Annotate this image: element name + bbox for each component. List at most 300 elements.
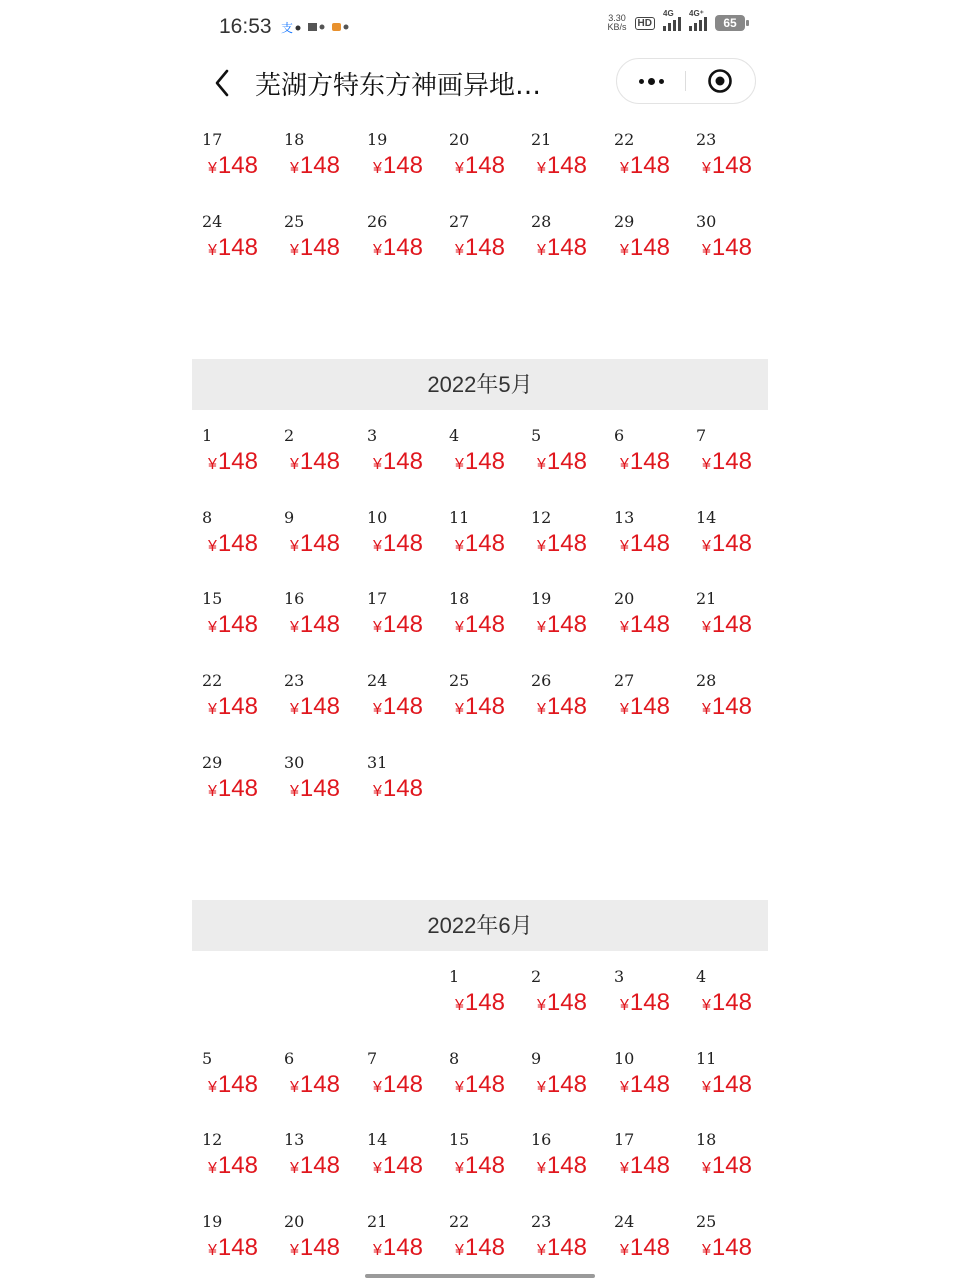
- currency-symbol: ¥: [620, 1160, 629, 1177]
- currency-symbol: ¥: [702, 1079, 711, 1096]
- date-price: [290, 775, 340, 803]
- price-value: 148: [217, 1234, 258, 1261]
- price-value: 148: [382, 1234, 423, 1261]
- currency-symbol: ¥: [208, 160, 217, 177]
- currency-symbol: ¥: [537, 242, 546, 259]
- date-cell[interactable]: [274, 508, 356, 578]
- date-cell[interactable]: [686, 426, 768, 496]
- currency-symbol: ¥: [455, 456, 464, 473]
- date-price: [537, 1152, 587, 1180]
- date-cell[interactable]: [357, 508, 439, 578]
- date-price: [455, 611, 505, 639]
- currency-symbol: ¥: [373, 1160, 382, 1177]
- price-value: 148: [464, 152, 505, 179]
- date-number: 7: [696, 426, 707, 445]
- date-number: 16: [284, 589, 305, 608]
- date-cell[interactable]: [521, 508, 603, 578]
- date-price: [373, 234, 423, 262]
- date-number: 15: [449, 1130, 470, 1149]
- currency-symbol: ¥: [455, 1242, 464, 1259]
- date-price: [455, 1152, 505, 1180]
- date-price: [702, 234, 752, 262]
- date-cell[interactable]: [686, 671, 768, 741]
- price-value: 148: [711, 693, 752, 720]
- price-value: 148: [464, 530, 505, 557]
- price-value: 148: [629, 152, 670, 179]
- date-price: [290, 530, 340, 558]
- price-value: 148: [711, 530, 752, 557]
- price-value: 148: [217, 448, 258, 475]
- date-cell[interactable]: [604, 1049, 686, 1119]
- date-number: 21: [367, 1212, 388, 1231]
- currency-symbol: ¥: [455, 619, 464, 636]
- currency-symbol: ¥: [455, 538, 464, 555]
- currency-symbol: ¥: [620, 1242, 629, 1259]
- date-price: [702, 530, 752, 558]
- date-cell[interactable]: [192, 753, 274, 823]
- date-number: 6: [614, 426, 625, 445]
- price-value: 148: [546, 693, 587, 720]
- currency-symbol: ¥: [455, 997, 464, 1014]
- date-price: [455, 234, 505, 262]
- currency-symbol: ¥: [290, 1079, 299, 1096]
- price-value: 148: [382, 152, 423, 179]
- price-value: 148: [382, 611, 423, 638]
- date-cell[interactable]: [521, 671, 603, 741]
- date-price: [702, 611, 752, 639]
- date-cell[interactable]: [192, 1212, 274, 1282]
- date-price: [208, 448, 258, 476]
- currency-symbol: ¥: [373, 538, 382, 555]
- price-value: 148: [629, 611, 670, 638]
- date-cell[interactable]: [686, 967, 768, 1037]
- price-value: 148: [217, 234, 258, 261]
- currency-symbol: ¥: [290, 538, 299, 555]
- month-header: 2022年6月: [192, 900, 768, 951]
- date-number: 20: [614, 589, 635, 608]
- date-number: 23: [284, 671, 305, 690]
- date-cell[interactable]: [357, 130, 439, 200]
- date-cell[interactable]: [604, 1212, 686, 1282]
- currency-symbol: ¥: [373, 1079, 382, 1096]
- date-price: [537, 152, 587, 180]
- signal-icon-sim2: [689, 9, 707, 31]
- date-number: 17: [367, 589, 388, 608]
- date-number: 27: [449, 212, 470, 231]
- currency-symbol: ¥: [373, 456, 382, 473]
- app-notification-icon: [332, 20, 350, 34]
- price-value: 148: [464, 989, 505, 1016]
- date-cell[interactable]: [274, 753, 356, 823]
- currency-symbol: ¥: [537, 456, 546, 473]
- currency-symbol: ¥: [620, 701, 629, 718]
- more-dot-icon: [659, 79, 664, 84]
- date-number: 31: [367, 753, 388, 772]
- date-cell[interactable]: [439, 1049, 521, 1119]
- target-close-icon: [707, 68, 733, 94]
- status-indicators: [607, 9, 745, 32]
- date-cell[interactable]: [357, 426, 439, 496]
- currency-symbol: ¥: [290, 242, 299, 259]
- date-number: 25: [449, 671, 470, 690]
- price-value: 148: [546, 1071, 587, 1098]
- hd-icon: HD: [635, 17, 655, 30]
- price-value: 148: [217, 693, 258, 720]
- currency-symbol: ¥: [702, 997, 711, 1014]
- message-notification-icon: [308, 20, 326, 34]
- price-value: 148: [217, 152, 258, 179]
- price-value: 148: [546, 989, 587, 1016]
- network-speed-unit: KB/s: [607, 22, 627, 32]
- date-cell[interactable]: [604, 589, 686, 659]
- date-number: 25: [696, 1212, 717, 1231]
- currency-symbol: ¥: [208, 1160, 217, 1177]
- price-value: 148: [546, 611, 587, 638]
- currency-symbol: ¥: [455, 242, 464, 259]
- battery-icon: 65: [715, 15, 745, 31]
- date-price: [290, 693, 340, 721]
- date-cell[interactable]: [521, 1130, 603, 1200]
- currency-symbol: ¥: [373, 783, 382, 800]
- price-value: 148: [382, 1152, 423, 1179]
- date-price: [620, 693, 670, 721]
- date-cell[interactable]: [357, 1049, 439, 1119]
- price-value: 148: [382, 693, 423, 720]
- date-cell[interactable]: [357, 589, 439, 659]
- date-price: [290, 1071, 340, 1099]
- date-price: [373, 611, 423, 639]
- currency-symbol: ¥: [620, 160, 629, 177]
- date-number: 17: [614, 1130, 635, 1149]
- date-number: 12: [531, 508, 552, 527]
- date-number: 24: [367, 671, 388, 690]
- date-price: [208, 693, 258, 721]
- date-cell[interactable]: [192, 426, 274, 496]
- currency-symbol: ¥: [702, 538, 711, 555]
- price-value: 148: [464, 234, 505, 261]
- date-price: [537, 234, 587, 262]
- date-price: [208, 530, 258, 558]
- currency-symbol: ¥: [620, 242, 629, 259]
- sim1-label: 4G: [663, 9, 674, 18]
- price-value: 148: [299, 530, 340, 557]
- date-price: [290, 1234, 340, 1262]
- date-price: [702, 152, 752, 180]
- date-cell[interactable]: [192, 508, 274, 578]
- currency-symbol: ¥: [208, 242, 217, 259]
- status-time: 16:53: [219, 15, 272, 38]
- date-cell[interactable]: [604, 130, 686, 200]
- date-number: 21: [696, 589, 717, 608]
- price-value: 148: [299, 1234, 340, 1261]
- back-button[interactable]: [208, 62, 238, 102]
- more-button[interactable]: [617, 59, 685, 103]
- date-cell[interactable]: [192, 1130, 274, 1200]
- date-number: 14: [367, 1130, 388, 1149]
- date-price: [702, 448, 752, 476]
- date-price: [208, 611, 258, 639]
- date-cell[interactable]: [439, 130, 521, 200]
- date-cell[interactable]: [439, 426, 521, 496]
- date-number: 15: [202, 589, 223, 608]
- date-price: [702, 1152, 752, 1180]
- price-value: 148: [299, 1152, 340, 1179]
- date-cell[interactable]: [274, 212, 356, 282]
- price-value: 148: [217, 611, 258, 638]
- home-indicator[interactable]: [365, 1274, 595, 1278]
- currency-symbol: ¥: [702, 1242, 711, 1259]
- signal-icon-sim1: [663, 9, 681, 31]
- date-cell[interactable]: [357, 1130, 439, 1200]
- capsule-divider: [685, 71, 686, 91]
- date-price: [290, 611, 340, 639]
- date-number: 20: [284, 1212, 305, 1231]
- date-number: 23: [531, 1212, 552, 1231]
- date-price: [620, 1234, 670, 1262]
- currency-symbol: ¥: [455, 1160, 464, 1177]
- month-header: 2022年5月: [192, 359, 768, 410]
- date-price: [373, 530, 423, 558]
- date-cell[interactable]: [521, 589, 603, 659]
- price-value: 148: [464, 448, 505, 475]
- price-value: 148: [299, 448, 340, 475]
- date-number: 11: [449, 508, 470, 527]
- date-price: [290, 152, 340, 180]
- date-price: [208, 1071, 258, 1099]
- date-number: 16: [531, 1130, 552, 1149]
- date-number: 14: [696, 508, 717, 527]
- price-value: 148: [299, 1071, 340, 1098]
- currency-symbol: ¥: [537, 1242, 546, 1259]
- date-price: [373, 152, 423, 180]
- date-cell[interactable]: [521, 1049, 603, 1119]
- currency-symbol: ¥: [290, 456, 299, 473]
- date-number: 23: [696, 130, 717, 149]
- more-dot-icon: [639, 79, 644, 84]
- date-price: [455, 448, 505, 476]
- date-cell[interactable]: [439, 1212, 521, 1282]
- alipay-notification-icon: [281, 20, 301, 34]
- currency-symbol: ¥: [455, 701, 464, 718]
- currency-symbol: ¥: [208, 1079, 217, 1096]
- date-cell[interactable]: [192, 671, 274, 741]
- date-cell[interactable]: [274, 1212, 356, 1282]
- price-value: 148: [629, 1071, 670, 1098]
- price-value: 148: [546, 152, 587, 179]
- date-cell[interactable]: [192, 589, 274, 659]
- date-number: 20: [449, 130, 470, 149]
- date-price: [455, 152, 505, 180]
- date-cell[interactable]: [604, 967, 686, 1037]
- date-price: [208, 1234, 258, 1262]
- date-cell[interactable]: [357, 1212, 439, 1282]
- date-price: [620, 1152, 670, 1180]
- price-value: 148: [711, 152, 752, 179]
- date-cell[interactable]: [192, 130, 274, 200]
- price-value: 148: [464, 1071, 505, 1098]
- date-number: 27: [614, 671, 635, 690]
- date-cell[interactable]: [274, 426, 356, 496]
- price-value: 148: [629, 234, 670, 261]
- date-cell[interactable]: [357, 671, 439, 741]
- close-mini-program-button[interactable]: [707, 68, 733, 94]
- date-number: 22: [449, 1212, 470, 1231]
- date-cell[interactable]: [521, 1212, 603, 1282]
- date-number: 13: [614, 508, 635, 527]
- date-number: 3: [614, 967, 625, 986]
- date-cell[interactable]: [439, 508, 521, 578]
- date-cell[interactable]: [439, 967, 521, 1037]
- currency-symbol: ¥: [373, 619, 382, 636]
- price-value: 148: [629, 693, 670, 720]
- date-cell[interactable]: [686, 130, 768, 200]
- currency-symbol: ¥: [373, 160, 382, 177]
- date-price: [620, 1071, 670, 1099]
- currency-symbol: ¥: [537, 701, 546, 718]
- price-value: 148: [546, 1152, 587, 1179]
- currency-symbol: ¥: [455, 160, 464, 177]
- date-price: [373, 693, 423, 721]
- currency-symbol: ¥: [373, 701, 382, 718]
- date-cell[interactable]: [439, 1130, 521, 1200]
- date-number: 17: [202, 130, 223, 149]
- date-number: 9: [284, 508, 295, 527]
- price-value: 148: [217, 1071, 258, 1098]
- date-cell[interactable]: [604, 212, 686, 282]
- date-cell[interactable]: [604, 426, 686, 496]
- date-cell[interactable]: [192, 212, 274, 282]
- date-number: 26: [367, 212, 388, 231]
- date-number: 18: [696, 1130, 717, 1149]
- date-number: 1: [202, 426, 213, 445]
- price-value: 148: [711, 1152, 752, 1179]
- date-cell[interactable]: [439, 589, 521, 659]
- date-number: 13: [284, 1130, 305, 1149]
- currency-symbol: ¥: [373, 1242, 382, 1259]
- price-value: 148: [217, 530, 258, 557]
- date-number: 30: [696, 212, 717, 231]
- price-value: 148: [711, 234, 752, 261]
- currency-symbol: ¥: [208, 1242, 217, 1259]
- currency-symbol: ¥: [290, 701, 299, 718]
- currency-symbol: ¥: [702, 242, 711, 259]
- date-cell[interactable]: [439, 212, 521, 282]
- date-price: [208, 152, 258, 180]
- date-cell[interactable]: [604, 671, 686, 741]
- date-price: [208, 234, 258, 262]
- date-number: 9: [531, 1049, 542, 1068]
- currency-symbol: ¥: [620, 1079, 629, 1096]
- date-price: [373, 448, 423, 476]
- date-cell[interactable]: [192, 1049, 274, 1119]
- price-value: 148: [299, 775, 340, 802]
- currency-symbol: ¥: [537, 1079, 546, 1096]
- date-price: [702, 989, 752, 1017]
- date-cell[interactable]: [274, 130, 356, 200]
- currency-symbol: ¥: [702, 1160, 711, 1177]
- date-cell[interactable]: [686, 1130, 768, 1200]
- date-number: 24: [202, 212, 223, 231]
- date-number: 19: [367, 130, 388, 149]
- date-cell[interactable]: [357, 212, 439, 282]
- price-value: 148: [382, 1071, 423, 1098]
- date-cell[interactable]: [686, 508, 768, 578]
- date-number: 24: [614, 1212, 635, 1231]
- currency-symbol: ¥: [208, 701, 217, 718]
- date-number: 10: [614, 1049, 635, 1068]
- price-value: 148: [629, 448, 670, 475]
- date-cell[interactable]: [604, 1130, 686, 1200]
- price-value: 148: [382, 234, 423, 261]
- date-cell[interactable]: [521, 967, 603, 1037]
- date-cell[interactable]: [439, 671, 521, 741]
- date-price: [455, 1071, 505, 1099]
- currency-symbol: ¥: [620, 997, 629, 1014]
- currency-symbol: ¥: [290, 160, 299, 177]
- date-number: 29: [614, 212, 635, 231]
- date-cell[interactable]: [357, 753, 439, 823]
- date-cell[interactable]: [521, 212, 603, 282]
- date-number: 7: [367, 1049, 378, 1068]
- currency-symbol: ¥: [537, 1160, 546, 1177]
- date-number: 10: [367, 508, 388, 527]
- currency-symbol: ¥: [290, 619, 299, 636]
- date-price: [702, 1234, 752, 1262]
- date-price: [373, 775, 423, 803]
- date-price: [290, 1152, 340, 1180]
- chevron-left-icon: [208, 62, 238, 102]
- nav-bar: [0, 56, 960, 112]
- price-value: 148: [546, 530, 587, 557]
- date-price: [455, 693, 505, 721]
- date-price: [620, 234, 670, 262]
- date-cell[interactable]: [604, 508, 686, 578]
- date-cell[interactable]: [686, 212, 768, 282]
- date-price: [620, 989, 670, 1017]
- date-number: 18: [284, 130, 305, 149]
- more-dot-icon: [648, 78, 655, 85]
- date-cell[interactable]: [521, 130, 603, 200]
- date-cell[interactable]: [686, 1049, 768, 1119]
- date-price: [620, 152, 670, 180]
- date-cell[interactable]: [274, 589, 356, 659]
- currency-symbol: ¥: [702, 619, 711, 636]
- currency-symbol: ¥: [620, 619, 629, 636]
- currency-symbol: ¥: [537, 997, 546, 1014]
- date-price: [208, 1152, 258, 1180]
- date-number: 5: [531, 426, 542, 445]
- price-value: 148: [382, 448, 423, 475]
- date-price: [208, 775, 258, 803]
- currency-symbol: ¥: [208, 456, 217, 473]
- date-cell[interactable]: [686, 1212, 768, 1282]
- currency-symbol: ¥: [290, 783, 299, 800]
- date-cell[interactable]: [274, 1130, 356, 1200]
- date-cell[interactable]: [686, 589, 768, 659]
- date-cell[interactable]: [274, 671, 356, 741]
- date-price: [702, 693, 752, 721]
- currency-symbol: ¥: [620, 456, 629, 473]
- date-number: 2: [531, 967, 542, 986]
- date-price: [373, 1071, 423, 1099]
- date-price: [620, 530, 670, 558]
- date-number: 8: [449, 1049, 460, 1068]
- currency-symbol: ¥: [620, 538, 629, 555]
- price-value: 148: [299, 152, 340, 179]
- date-cell[interactable]: [274, 1049, 356, 1119]
- date-cell[interactable]: [521, 426, 603, 496]
- date-number: 28: [531, 212, 552, 231]
